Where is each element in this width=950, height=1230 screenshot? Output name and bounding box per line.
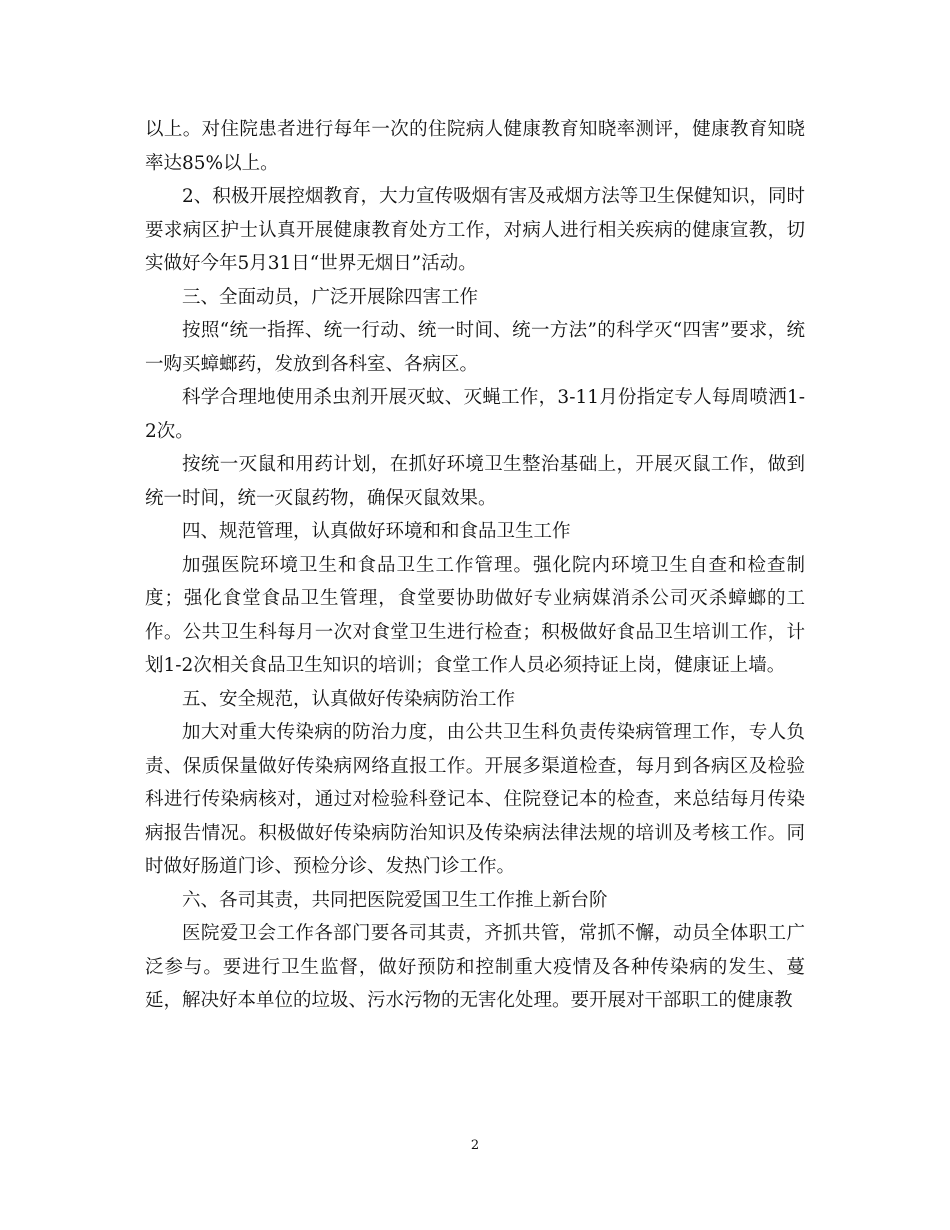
paragraph: 加大对重大传染病的防治力度，由公共卫生科负责传染病管理工作，专人负责、保质保量做好传染病网络直报工作。开展多渠道检查，每月到各病区及检验科进行传染病核对，通过对检验科登记本、住院登记本的检查，来总结每月传染病报告情况。积极做好传染病防治知识及传染病法律法规的培训及考核工作。同时做好肠道门诊、预检分诊、发热门诊工作。 (145, 722, 805, 877)
section-heading: 三、全面动员，广泛开展除四害工作 (182, 286, 479, 308)
paragraph: 以上。对住院患者进行每年一次的住院病人健康教育知晓率测评，健康教育知晓率达85%以上。 (145, 119, 805, 174)
document-body (145, 113, 805, 1018)
paragraph: 科学合理地使用杀虫剂开展灭蚊、灭蝇工作，3-11月份指定专人每周喷洒1-2次。 (145, 387, 805, 442)
paragraph: 医院爱卫会工作各部门要各司其责，齐抓共管，常抓不懈，动员全体职工广泛参与。要进行卫生监督，做好预防和控制重大疫情及各种传染病的发生、蔓延，解决好本单位的垃圾、污水污物的无害化处理。要开展对干部职工的健康教 (145, 923, 805, 1011)
paragraph: 按照“统一指挥、统一行动、统一时间、统一方法”的科学灭“四害”要求，统一购买蟑螂药，发放到各科室、各病区。 (145, 320, 805, 375)
paragraph: 加强医院环境卫生和食品卫生工作管理。强化院内环境卫生自查和检查制度；强化食堂食品卫生管理，食堂要协助做好专业病媒消杀公司灭杀蟑螂的工作。公共卫生科每月一次对食堂卫生进行检查；积极做好食品卫生培训工作，计划1-2次相关食品卫生知识的培训；食堂工作人员必须持证上岗，健康证上墙。 (145, 554, 805, 676)
page-number: 2 (470, 1138, 480, 1153)
section-heading: 五、安全规范，认真做好传染病防治工作 (182, 688, 516, 710)
section-heading: 四、规范管理，认真做好环境和和食品卫生工作 (182, 521, 571, 542)
paragraph: 2、积极开展控烟教育，大力宣传吸烟有害及戒烟方法等卫生保健知识，同时要求病区护士认真开展健康教育处方工作，对病人进行相关疾病的健康宣教，切实做好今年5月31日“世界无烟日”活动。 (145, 186, 805, 274)
section-heading: 六、各司其责，共同把医院爱国卫生工作推上新台阶 (182, 889, 608, 911)
paragraph: 按统一灭鼠和用药计划，在抓好环境卫生整治基础上，开展灭鼠工作，做到统一时间，统一灭鼠药物，确保灭鼠效果。 (145, 454, 805, 509)
